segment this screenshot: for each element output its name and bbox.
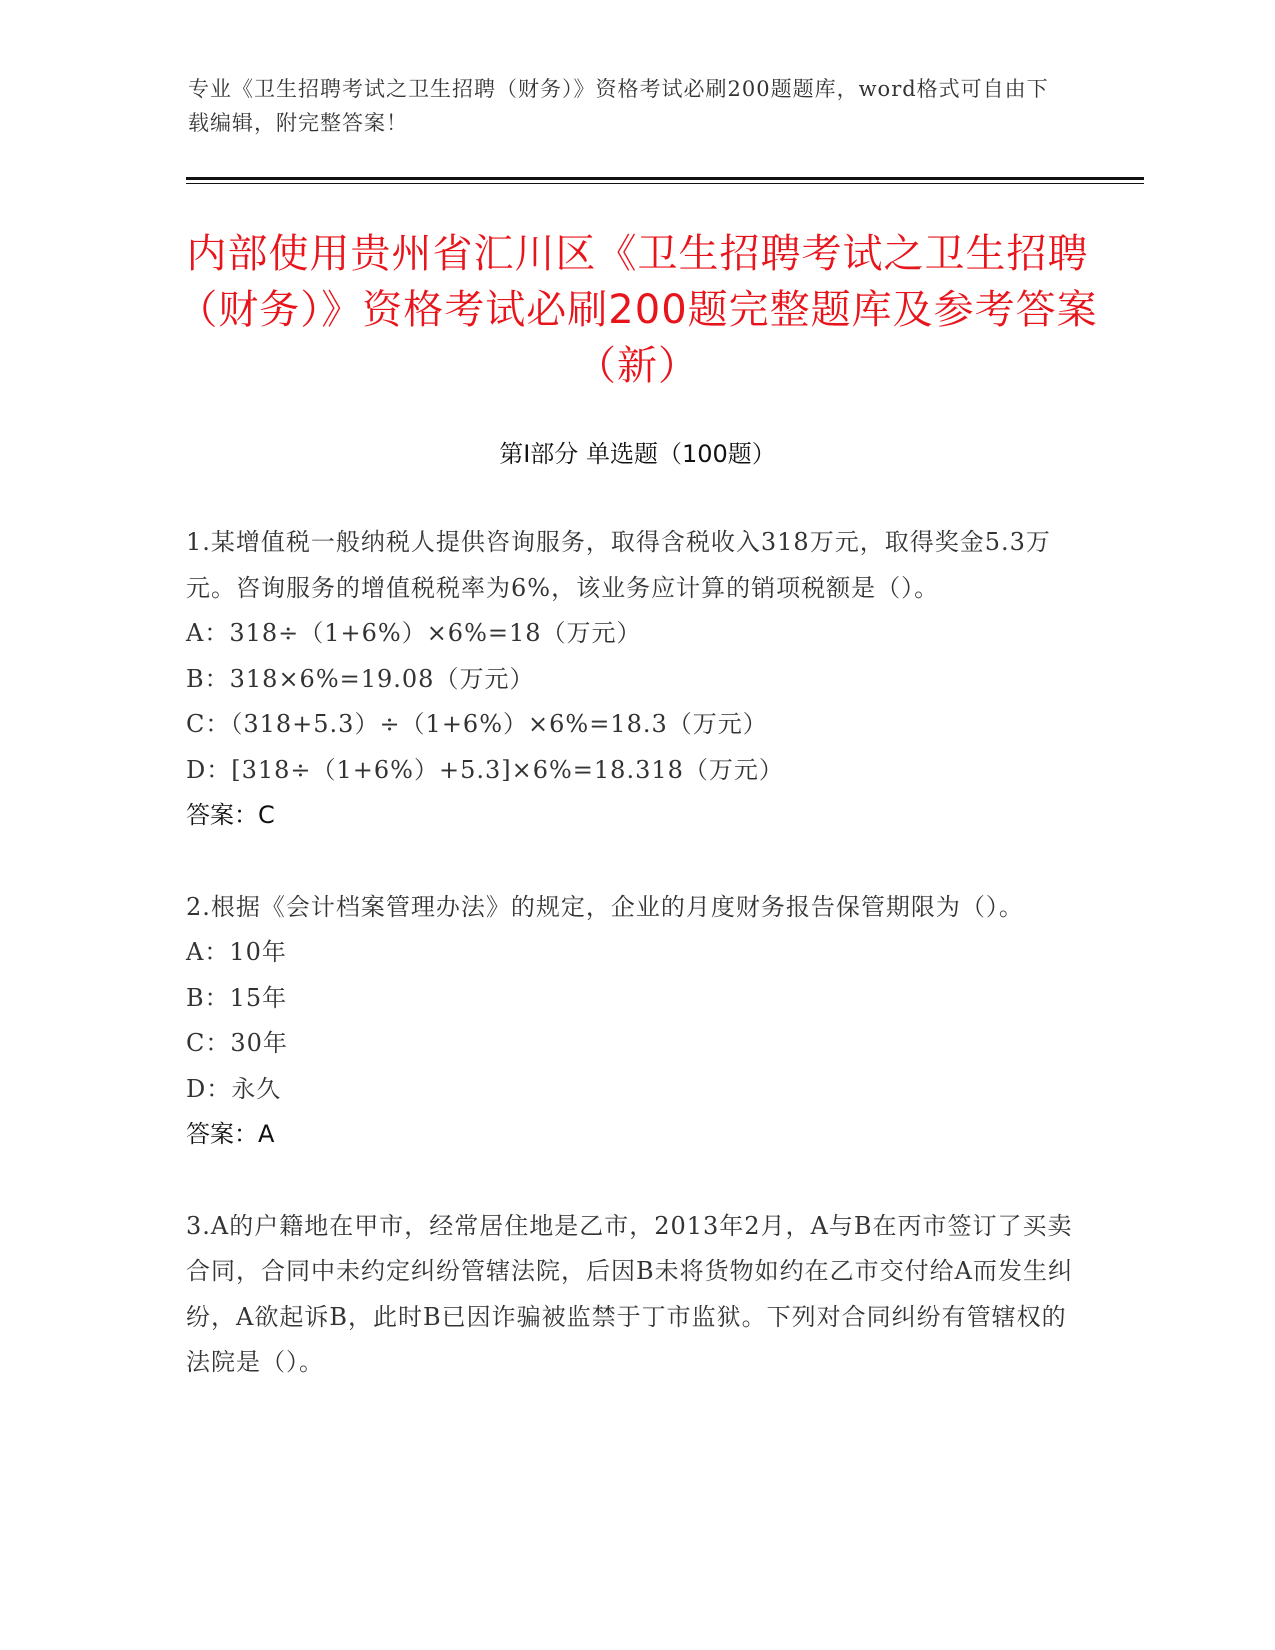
option-d: D：[318÷（1+6%）+5.3]×6%=18.318（万元） (186, 755, 784, 784)
question-list (186, 520, 1076, 1432)
option-b: B：15年 (186, 983, 288, 1012)
header-divider-thin (186, 183, 1144, 184)
question-1 (186, 520, 1076, 839)
option-a: A：318÷（1+6%）×6%=18（万元） (186, 619, 642, 647)
answer-line: 答案：A (186, 1120, 275, 1148)
document-title: 内部使用贵州省汇川区《卫生招聘考试之卫生招聘（财务）》资格考试必刷200题完整题库及参考答案（新） (177, 231, 1098, 389)
option-b: B：318×6%=19.08（万元） (186, 664, 535, 693)
question-stem: 1.某增值税一般纳税人提供咨询服务，取得含税收入318万元，取得奖金5.3万元。咨询服务的增值税税率为6%，该业务应计算的销项税额是（）。 (186, 528, 1051, 602)
question-stem: 2.根据《会计档案管理办法》的规定，企业的月度财务报告保管期限为（）。 (186, 892, 1024, 921)
question-3 (186, 1204, 1076, 1386)
header-note: 专业《卫生招聘考试之卫生招聘（财务）》资格考试必刷200题题库，word格式可自由下载编辑，附完整答案！ (188, 77, 1049, 135)
option-c: C：（318+5.3）÷（1+6%）×6%=18.3（万元） (186, 710, 768, 738)
option-d: D：永久 (186, 1074, 282, 1103)
header-divider-thick (186, 177, 1144, 180)
option-a: A：10年 (186, 938, 287, 966)
option-c: C：30年 (186, 1029, 288, 1057)
section-title: 第Ⅰ部分 单选题（100题） (499, 440, 776, 468)
question-stem: 3.A的户籍地在甲市，经常居住地是乙市，2013年2月，A与B在丙市签订了买卖合同，合同中未约定纠纷管辖法院，后因B未将货物如约在乙市交付给A而发生纠纷，A欲起诉B，此时B已因诈骗被监禁于丁市监狱。下列对合同纠纷有管辖权的法院是（）。 (186, 1211, 1073, 1376)
question-2 (186, 885, 1076, 1158)
answer-line: 答案：C (186, 801, 275, 829)
